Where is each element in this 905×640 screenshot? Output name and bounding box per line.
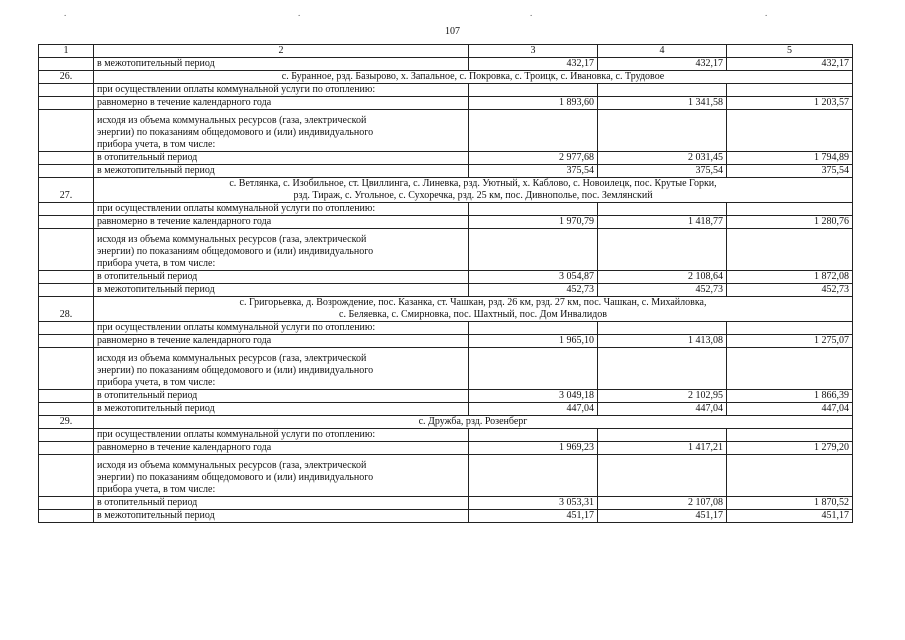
row-label: в отопительный период — [94, 271, 469, 284]
description-line: энергии) по показаниям общедомового и (или) индивидуального — [97, 246, 374, 257]
value-col5 — [727, 322, 853, 335]
number-cell — [39, 284, 94, 297]
value-col5: 447,04 — [727, 403, 853, 416]
description-line: энергии) по показаниям общедомового и (или) индивидуального — [97, 472, 374, 483]
description-line: исходя из объема коммунальных ресурсов (газа, электрической — [97, 353, 367, 364]
value-col5: 452,73 — [727, 284, 853, 297]
row-label: в межотопительный период — [94, 510, 469, 523]
value-row — [39, 390, 853, 403]
value-col3 — [469, 84, 598, 97]
number-cell — [39, 97, 94, 110]
description-line: энергии) по показаниям общедомового и (или) индивидуального — [97, 365, 374, 376]
number-cell — [39, 216, 94, 229]
row-label: равномерно в течение календарного года — [94, 216, 469, 229]
value-row — [39, 152, 853, 165]
row-label: при осуществлении оплаты коммунальной услуги по отоплению: — [94, 203, 469, 216]
value-col4: 452,73 — [598, 284, 727, 297]
value-col5: 1 870,52 — [727, 497, 853, 510]
description-line: прибора учета, в том числе: — [97, 377, 216, 388]
description-line: прибора учета, в том числе: — [97, 484, 216, 495]
value-col4: 375,54 — [598, 165, 727, 178]
number-cell — [39, 271, 94, 284]
number-cell — [39, 348, 94, 390]
page-number: 107 — [445, 26, 460, 37]
value-col4: 2 102,95 — [598, 390, 727, 403]
value-col5: 1 279,20 — [727, 442, 853, 455]
value-col4 — [598, 429, 727, 442]
number-cell — [39, 335, 94, 348]
value-col5: 432,17 — [727, 58, 853, 71]
tariff-table — [38, 44, 853, 523]
settlement-line: с. Григорьевка, д. Возрождение, пос. Казанка, ст. Чашкан, рзд. 26 км, рзд. 27 км, пос. Чашкан, с. Михайловка, — [239, 297, 707, 308]
value-row — [39, 271, 853, 284]
value-col4: 432,17 — [598, 58, 727, 71]
value-row — [39, 97, 853, 110]
number-cell — [39, 165, 94, 178]
settlement-line: с. Буранное, рзд. Базырово, х. Запальное, с. Покровка, с. Троицк, с. Ивановка, с. Трудовое — [281, 71, 665, 82]
value-row — [39, 442, 853, 455]
settlement-names — [94, 416, 853, 429]
value-col4: 1 341,58 — [598, 97, 727, 110]
description-text — [94, 229, 469, 271]
scan-speck: . — [765, 8, 768, 18]
row-label: в отопительный период — [94, 152, 469, 165]
value-col5 — [727, 84, 853, 97]
value-col5 — [727, 429, 853, 442]
value-col4 — [598, 203, 727, 216]
value-col3 — [469, 322, 598, 335]
value-col4: 2 031,45 — [598, 152, 727, 165]
value-col5 — [727, 110, 853, 152]
value-col5 — [727, 348, 853, 390]
number-cell — [39, 497, 94, 510]
value-col4: 2 107,08 — [598, 497, 727, 510]
row-label: равномерно в течение календарного года — [94, 442, 469, 455]
value-col4: 1 418,77 — [598, 216, 727, 229]
value-col3: 3 053,31 — [469, 497, 598, 510]
description-row — [39, 110, 853, 152]
settlement-line: рзд. Тираж, с. Угольное, с. Сухоречка, рзд. 25 км, пос. Дивнополье, пос. Землянский — [293, 190, 653, 201]
header-row — [39, 45, 853, 58]
value-row — [39, 58, 853, 71]
number-cell — [39, 455, 94, 497]
value-col4: 1 413,08 — [598, 335, 727, 348]
settlement-row — [39, 297, 853, 322]
number-cell — [39, 58, 94, 71]
value-col5: 375,54 — [727, 165, 853, 178]
row-label: в отопительный период — [94, 390, 469, 403]
value-col3: 3 049,18 — [469, 390, 598, 403]
number-cell — [39, 390, 94, 403]
value-col3: 1 893,60 — [469, 97, 598, 110]
intro-row — [39, 322, 853, 335]
value-col5 — [727, 229, 853, 271]
value-col5: 1 280,76 — [727, 216, 853, 229]
value-col3: 2 977,68 — [469, 152, 598, 165]
value-col4 — [598, 455, 727, 497]
number-cell — [39, 442, 94, 455]
settlement-line: с. Беляевка, с. Смирновка, пос. Шахтный, пос. Дом Инвалидов — [339, 309, 607, 320]
value-col3: 447,04 — [469, 403, 598, 416]
tariff-table-body — [39, 45, 853, 523]
description-row — [39, 348, 853, 390]
settlement-line: с. Ветлянка, с. Изобильное, ст. Цвиллинга, с. Линевка, рзд. Уютный, х. Каблово, с. Новоилецк, пос. Крутые Горки, — [229, 178, 717, 189]
row-label: в межотопительный период — [94, 165, 469, 178]
intro-row — [39, 203, 853, 216]
row-label: равномерно в течение календарного года — [94, 97, 469, 110]
description-line: исходя из объема коммунальных ресурсов (газа, электрической — [97, 460, 367, 471]
value-col5: 451,17 — [727, 510, 853, 523]
value-col3 — [469, 203, 598, 216]
value-col5: 1 275,07 — [727, 335, 853, 348]
value-col3 — [469, 110, 598, 152]
number-cell — [39, 152, 94, 165]
number-cell — [39, 403, 94, 416]
scan-speck: . — [530, 8, 533, 18]
value-col4: 451,17 — [598, 510, 727, 523]
value-row — [39, 284, 853, 297]
number-cell — [39, 322, 94, 335]
value-row — [39, 165, 853, 178]
value-col5 — [727, 203, 853, 216]
settlement-names — [94, 297, 853, 322]
number-cell — [39, 510, 94, 523]
value-col3: 1 970,79 — [469, 216, 598, 229]
value-col4 — [598, 348, 727, 390]
number-cell — [39, 229, 94, 271]
value-col5: 1 794,89 — [727, 152, 853, 165]
settlement-row — [39, 416, 853, 429]
value-col3: 1 965,10 — [469, 335, 598, 348]
value-col4: 447,04 — [598, 403, 727, 416]
scan-speck: . — [298, 8, 301, 18]
header-cell-1: 1 — [39, 45, 94, 58]
value-col3: 451,17 — [469, 510, 598, 523]
value-col4: 2 108,64 — [598, 271, 727, 284]
value-col3 — [469, 229, 598, 271]
description-row — [39, 455, 853, 497]
intro-row — [39, 429, 853, 442]
row-number: 27. — [39, 178, 94, 203]
value-col3: 1 969,23 — [469, 442, 598, 455]
row-number: 26. — [39, 71, 94, 84]
value-col4 — [598, 110, 727, 152]
value-col3 — [469, 455, 598, 497]
row-label: при осуществлении оплаты коммунальной услуги по отоплению: — [94, 429, 469, 442]
description-line: прибора учета, в том числе: — [97, 258, 216, 269]
value-col5: 1 866,39 — [727, 390, 853, 403]
value-col5 — [727, 455, 853, 497]
row-number: 28. — [39, 297, 94, 322]
value-col4 — [598, 229, 727, 271]
settlement-names — [94, 178, 853, 203]
number-cell — [39, 110, 94, 152]
row-label: при осуществлении оплаты коммунальной услуги по отоплению: — [94, 322, 469, 335]
value-col5: 1 203,57 — [727, 97, 853, 110]
value-col5: 1 872,08 — [727, 271, 853, 284]
row-number: 29. — [39, 416, 94, 429]
row-label: в межотопительный период — [94, 284, 469, 297]
settlement-names — [94, 71, 853, 84]
settlement-row — [39, 178, 853, 203]
description-line: энергии) по показаниям общедомового и (или) индивидуального — [97, 127, 374, 138]
description-row — [39, 229, 853, 271]
scan-speck: . — [64, 8, 67, 18]
header-cell-4: 4 — [598, 45, 727, 58]
settlement-line: с. Дружба, рзд. Розенберг — [418, 416, 528, 427]
value-row — [39, 497, 853, 510]
description-text — [94, 110, 469, 152]
row-label: в межотопительный период — [94, 58, 469, 71]
description-line: прибора учета, в том числе: — [97, 139, 216, 150]
value-col4 — [598, 322, 727, 335]
number-cell — [39, 429, 94, 442]
row-label: при осуществлении оплаты коммунальной услуги по отоплению: — [94, 84, 469, 97]
intro-row — [39, 84, 853, 97]
value-col4 — [598, 84, 727, 97]
settlement-row — [39, 71, 853, 84]
number-cell — [39, 203, 94, 216]
value-col3: 3 054,87 — [469, 271, 598, 284]
row-label: в межотопительный период — [94, 403, 469, 416]
header-cell-2: 2 — [94, 45, 469, 58]
row-label: в отопительный период — [94, 497, 469, 510]
description-text — [94, 455, 469, 497]
value-col4: 1 417,21 — [598, 442, 727, 455]
row-label: равномерно в течение календарного года — [94, 335, 469, 348]
value-col3: 452,73 — [469, 284, 598, 297]
value-col3 — [469, 429, 598, 442]
description-line: исходя из объема коммунальных ресурсов (газа, электрической — [97, 115, 367, 126]
value-col3: 432,17 — [469, 58, 598, 71]
value-col3: 375,54 — [469, 165, 598, 178]
description-line: исходя из объема коммунальных ресурсов (газа, электрической — [97, 234, 367, 245]
header-cell-3: 3 — [469, 45, 598, 58]
value-row — [39, 216, 853, 229]
value-row — [39, 335, 853, 348]
value-row — [39, 510, 853, 523]
description-text — [94, 348, 469, 390]
number-cell — [39, 84, 94, 97]
value-col3 — [469, 348, 598, 390]
value-row — [39, 403, 853, 416]
header-cell-5: 5 — [727, 45, 853, 58]
